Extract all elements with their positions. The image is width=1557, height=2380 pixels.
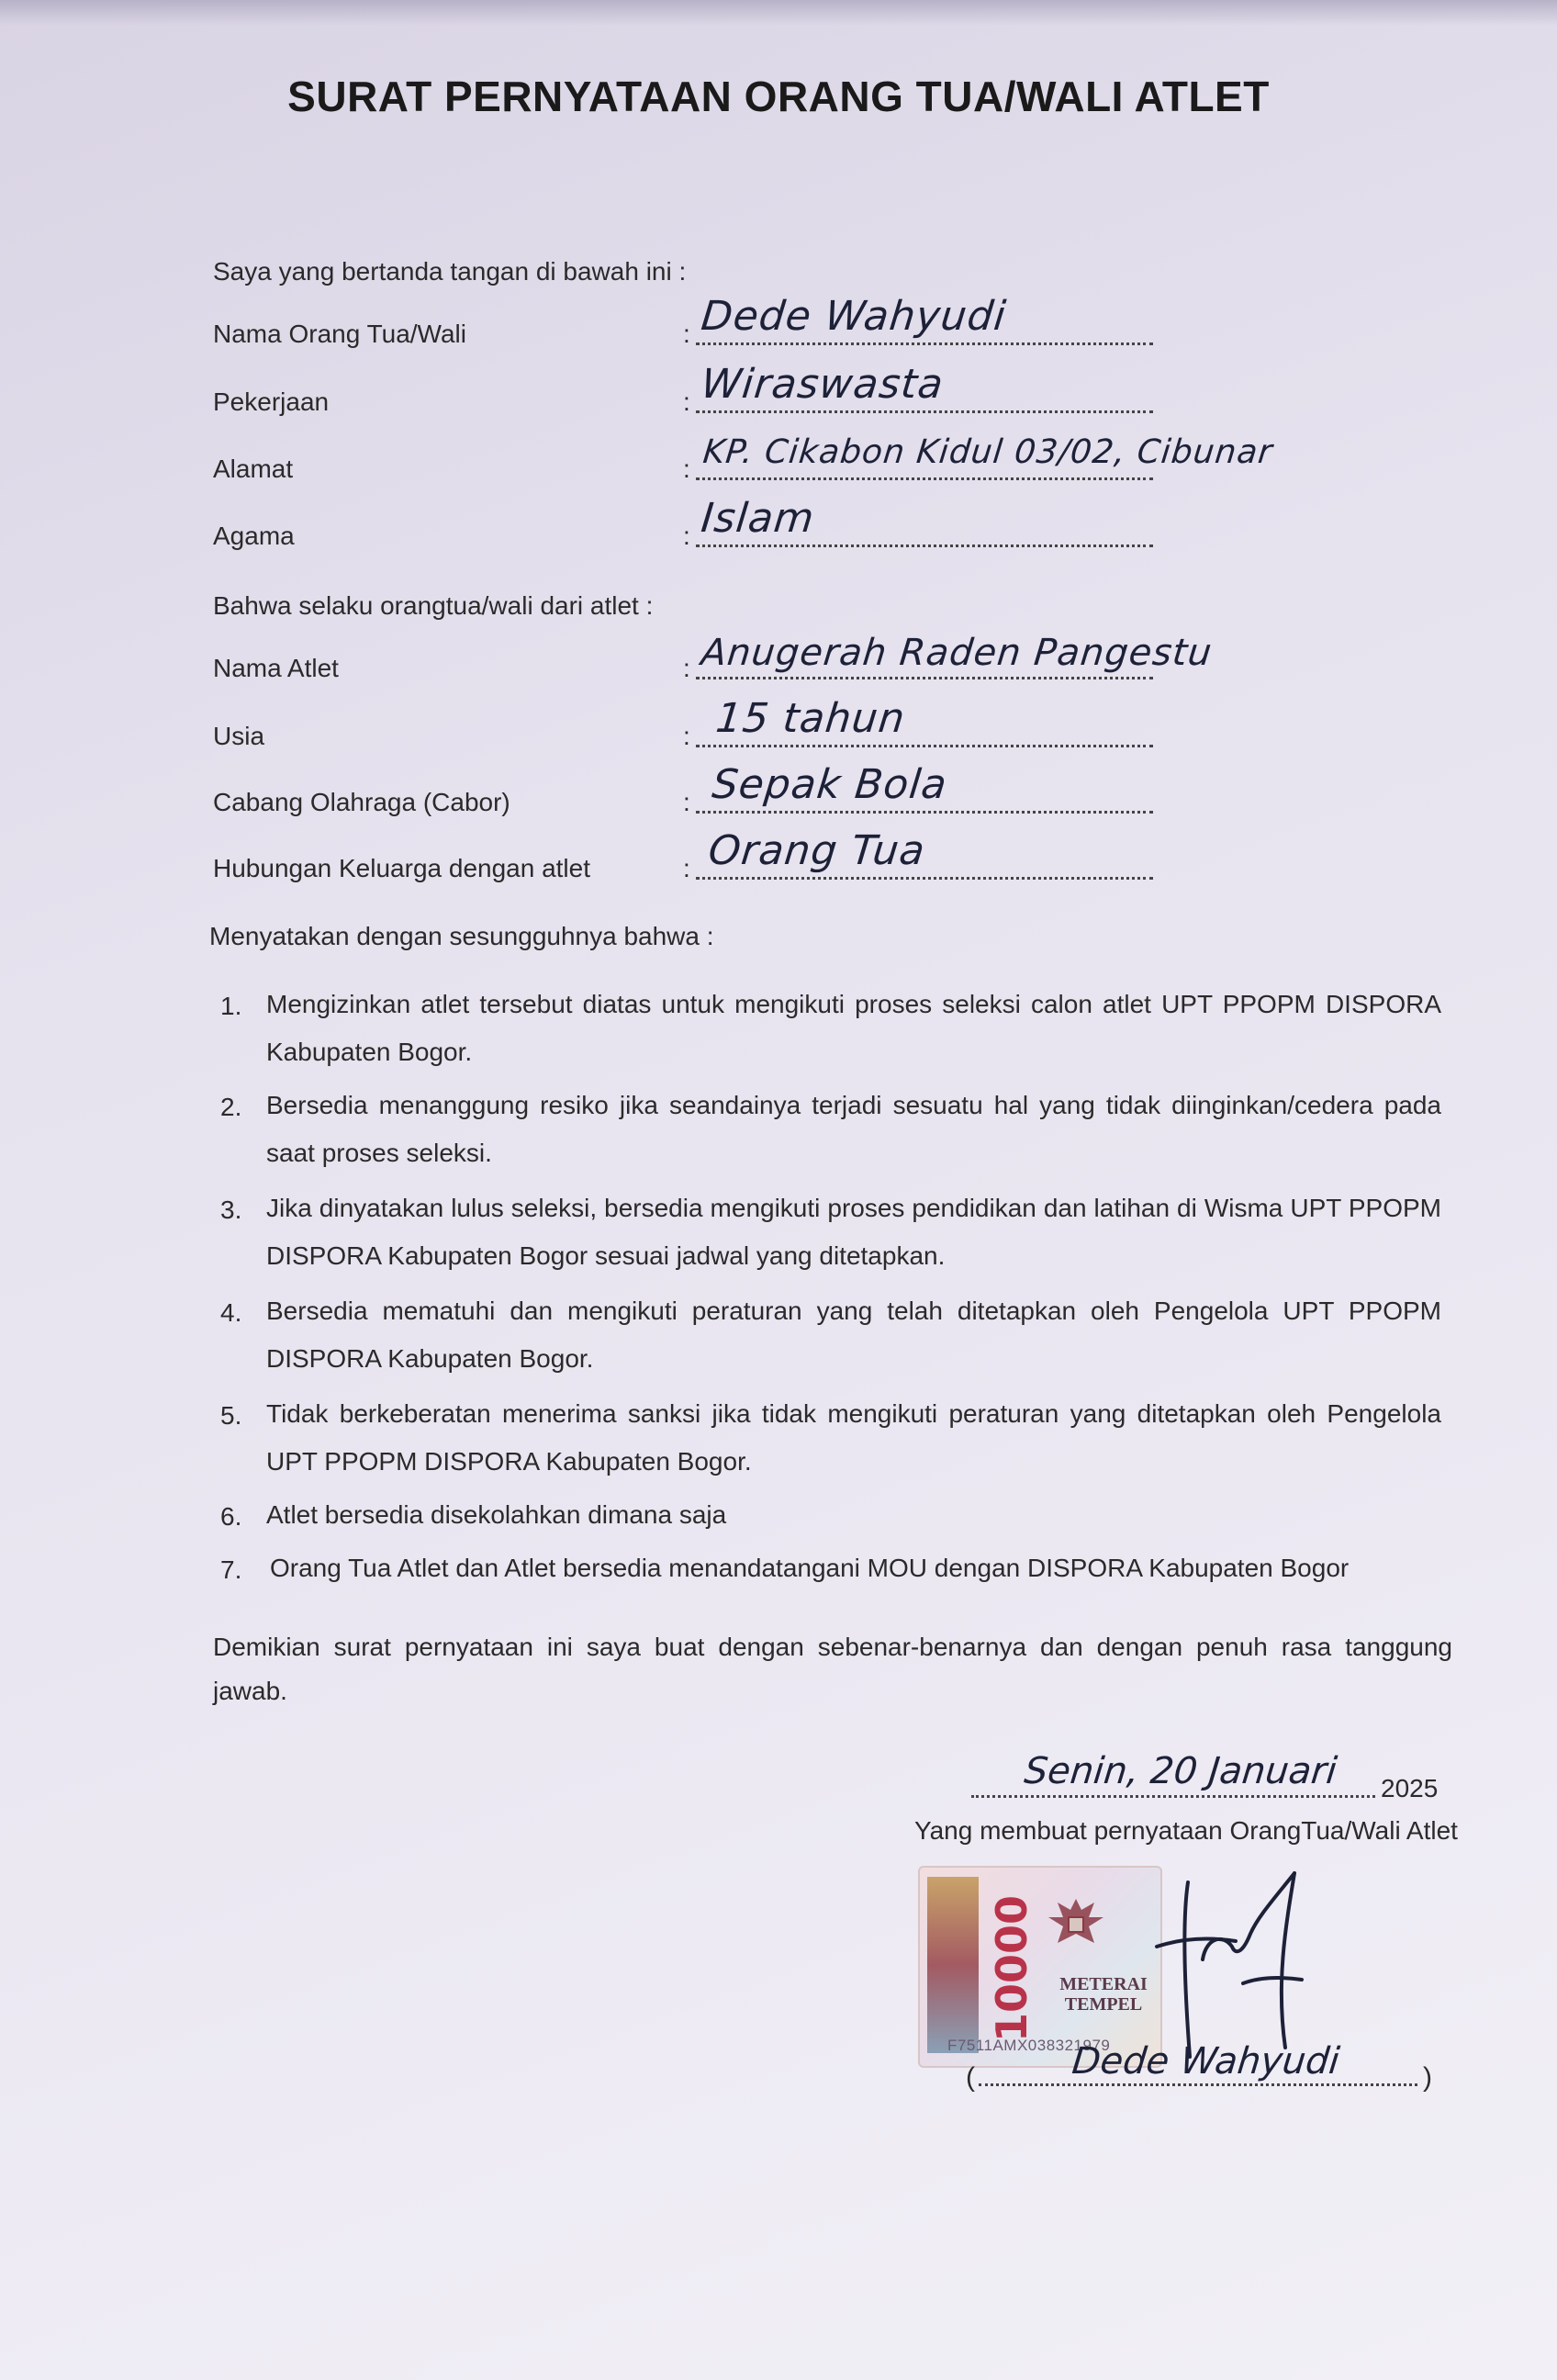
list-number: 7. bbox=[220, 1555, 242, 1584]
statement-intro-text: Menyatakan dengan sesungguhnya bahwa : bbox=[209, 922, 714, 950]
athlete-intro-text: Bahwa selaku orangtua/wali dari atlet : bbox=[213, 591, 654, 620]
field-occupation bbox=[213, 361, 1131, 422]
field-parent-name bbox=[213, 293, 1131, 354]
field-label: Nama Orang Tua/Wali bbox=[213, 320, 466, 348]
statement-item: Bersedia menanggung resiko jika seandainya terjadi sesuatu hal yang tidak diinginkan/cedera pada saat proses seleksi. bbox=[266, 1091, 1441, 1167]
field-sport bbox=[213, 761, 1131, 823]
handwritten-signer-name: Dede Wahyudi bbox=[1070, 2040, 1342, 2082]
handwritten-value: KP. Cikabon Kidul 03/02, Cibunar bbox=[700, 433, 1275, 471]
colon: : bbox=[683, 788, 690, 816]
stamp-side-band bbox=[927, 1877, 979, 2053]
name-close-paren: ) bbox=[1423, 2062, 1432, 2093]
dotted-line bbox=[696, 877, 1153, 880]
field-athlete-name bbox=[213, 632, 1215, 689]
dotted-line bbox=[696, 410, 1153, 413]
dotted-line bbox=[696, 811, 1153, 814]
list-number: 2. bbox=[220, 1093, 242, 1121]
handwritten-value: Wiraswasta bbox=[699, 361, 947, 408]
field-relationship bbox=[213, 827, 1131, 889]
field-label: Alamat bbox=[213, 455, 294, 483]
colon: : bbox=[683, 854, 690, 882]
dotted-line bbox=[971, 1795, 1375, 1798]
date-year: 2025 bbox=[1381, 1774, 1439, 1802]
stamp-value: 10000 bbox=[987, 1894, 1036, 2042]
handwritten-value: Dede Wahyudi bbox=[699, 293, 1009, 340]
handwritten-value: Islam bbox=[699, 495, 817, 542]
dotted-line bbox=[696, 477, 1153, 480]
handwritten-value: Anugerah Raden Pangestu bbox=[699, 632, 1215, 674]
colon: : bbox=[683, 522, 690, 550]
handwritten-date: Senin, 20 Januari bbox=[1022, 1750, 1339, 1792]
dotted-line bbox=[696, 544, 1153, 547]
statement-item: Atlet bersedia disekolahkan dimana saja bbox=[266, 1500, 727, 1529]
field-label: Nama Atlet bbox=[213, 654, 339, 682]
field-label: Cabang Olahraga (Cabor) bbox=[213, 788, 510, 816]
field-address bbox=[213, 433, 1275, 489]
statement-item: Jika dinyatakan lulus seleksi, bersedia mengikuti proses pendidikan dan latihan di Wisma UPT PPOPM DISPORA Kabupaten Bogor sesuai jadwal yang ditetapkan. bbox=[266, 1194, 1441, 1270]
dotted-line bbox=[696, 342, 1153, 345]
dotted-line bbox=[696, 745, 1153, 747]
statement-item: Mengizinkan atlet tersebut diatas untuk mengikuti proses seleksi calon atlet UPT PPOPM DISPORA Kabupaten Bogor. bbox=[266, 990, 1441, 1066]
stamp-label bbox=[1048, 1974, 1159, 2015]
list-number: 6. bbox=[220, 1502, 242, 1531]
handwritten-value: Sepak Bola bbox=[710, 761, 950, 808]
document-title: SURAT PERNYATAAN ORANG TUA/WALI ATLET bbox=[287, 73, 1270, 120]
list-number: 4. bbox=[220, 1298, 242, 1327]
colon: : bbox=[683, 722, 690, 750]
intro-text: Saya yang bertanda tangan di bawah ini : bbox=[213, 257, 687, 286]
statement-item: Tidak berkeberatan menerima sanksi jika tidak mengikuti peraturan yang ditetapkan oleh Pengelola UPT PPOPM DISPORA Kabupaten Bogor. bbox=[266, 1399, 1441, 1476]
name-open-paren: ( bbox=[966, 2062, 975, 2093]
dotted-line bbox=[979, 2083, 1417, 2086]
field-religion bbox=[213, 495, 1131, 556]
statement-item: Bersedia mematuhi dan mengikuti peraturan yang telah ditetapkan oleh Pengelola UPT PPOPM DISPORA Kabupaten Bogor. bbox=[266, 1297, 1441, 1373]
stamp-serial: F7511AMX038321979 bbox=[947, 2037, 1111, 2054]
garuda-emblem-icon bbox=[1039, 1890, 1113, 1963]
colon: : bbox=[683, 320, 690, 348]
list-number: 3. bbox=[220, 1196, 242, 1224]
date-line bbox=[971, 1750, 1449, 1809]
signer-role: Yang membuat pernyataan OrangTua/Wali Atlet bbox=[914, 1816, 1458, 1845]
meterai-stamp bbox=[918, 1866, 1162, 2068]
page-top-shadow bbox=[0, 0, 1557, 26]
dotted-line bbox=[696, 677, 1153, 679]
signer-name-line bbox=[966, 2042, 1443, 2097]
field-age bbox=[213, 695, 1131, 757]
stamp-label-line1: METERAI bbox=[1059, 1974, 1148, 1994]
list-number: 5. bbox=[220, 1401, 242, 1430]
field-label: Agama bbox=[213, 522, 295, 550]
colon: : bbox=[683, 654, 690, 682]
handwritten-value: Orang Tua bbox=[706, 827, 928, 874]
field-label: Hubungan Keluarga dengan atlet bbox=[213, 854, 591, 882]
field-label: Pekerjaan bbox=[213, 387, 330, 416]
closing-paragraph: Demikian surat pernyataan ini saya buat dengan sebenar-benarnya dan dengan penuh rasa tanggung jawab. bbox=[213, 1633, 1452, 1705]
colon: : bbox=[683, 387, 690, 416]
stamp-label-line2: TEMPEL bbox=[1064, 1994, 1143, 2015]
list-number: 1. bbox=[220, 992, 242, 1020]
handwritten-value: 15 tahun bbox=[713, 695, 908, 742]
statement-item: Orang Tua Atlet dan Atlet bersedia menandatangani MOU dengan DISPORA Kabupaten Bogor bbox=[270, 1554, 1350, 1582]
colon: : bbox=[683, 455, 690, 483]
field-label: Usia bbox=[213, 722, 265, 750]
